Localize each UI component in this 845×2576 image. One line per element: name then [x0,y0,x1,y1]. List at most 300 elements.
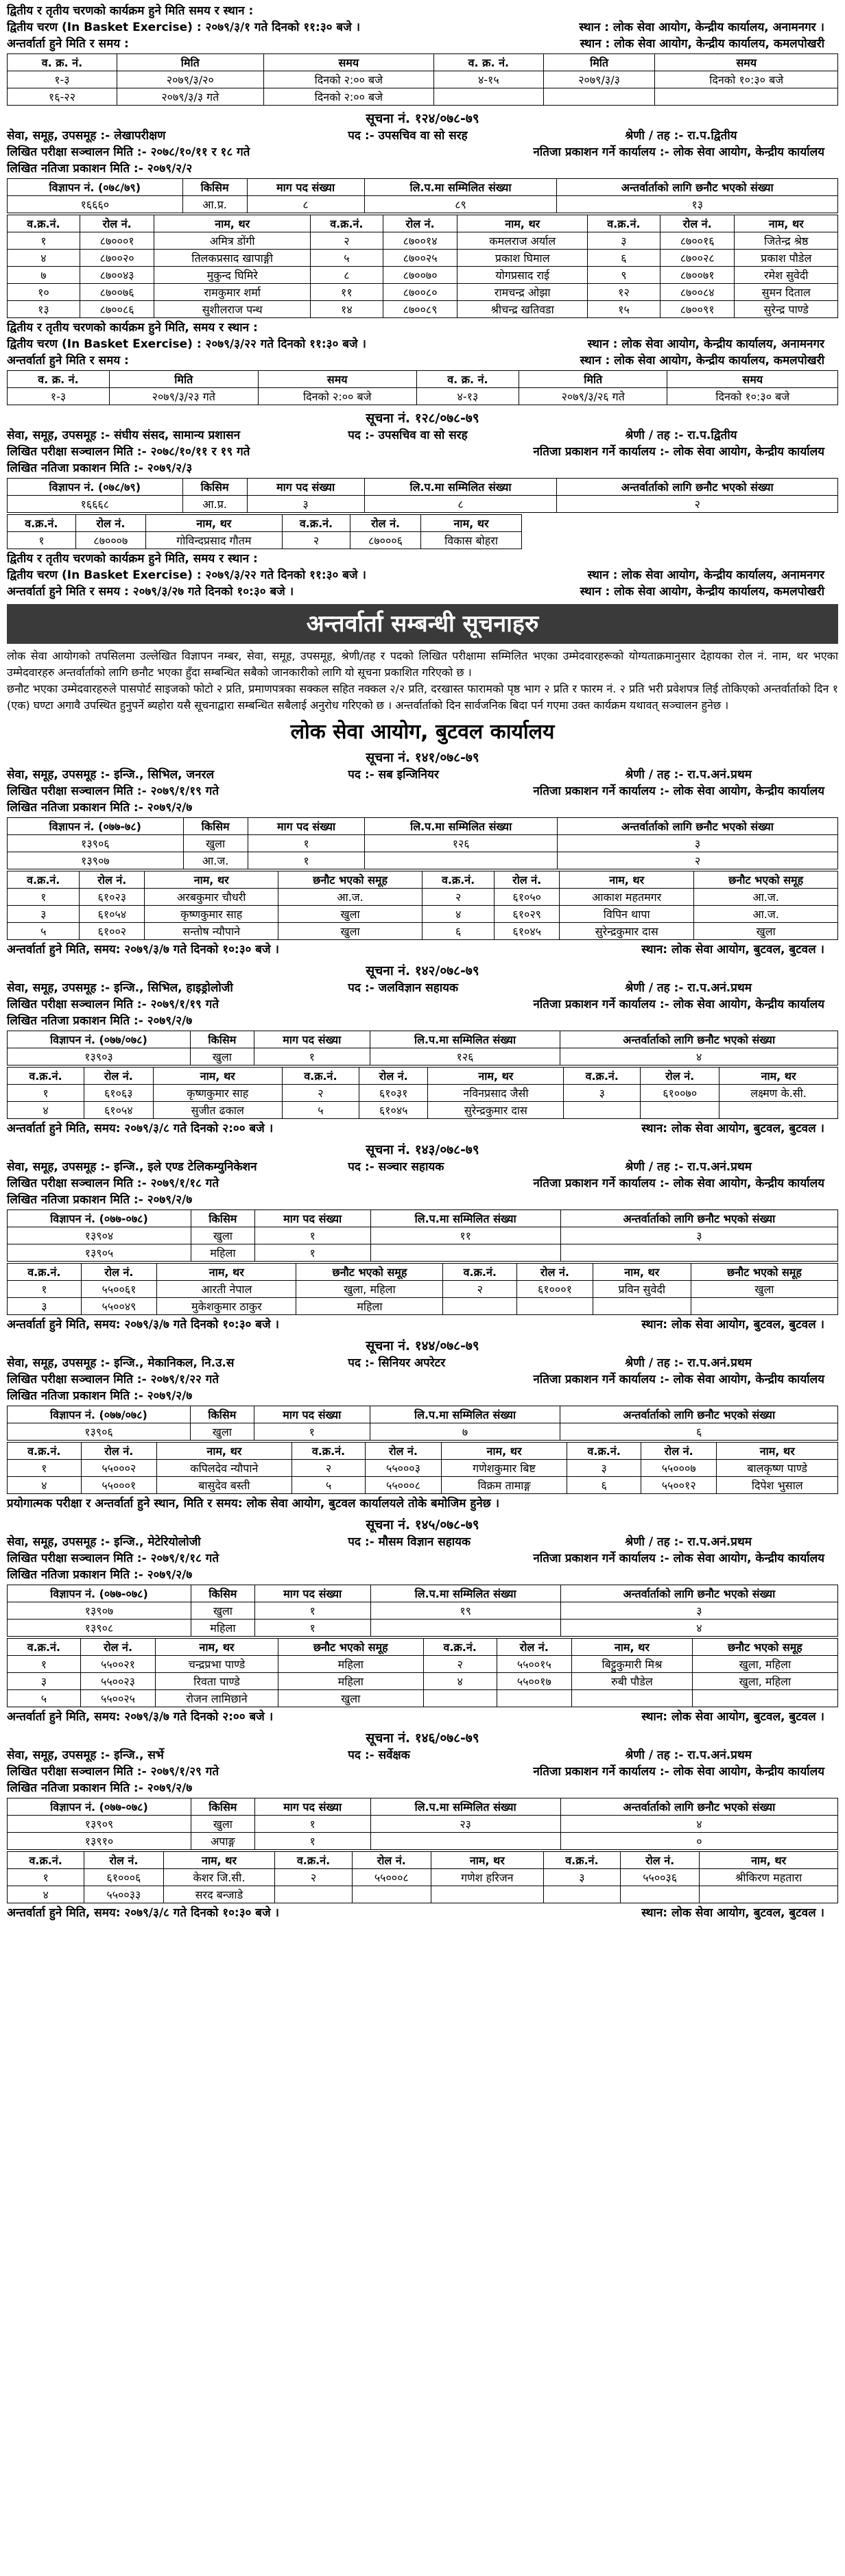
header-cell: लि.प.मा सम्मिलित संख्या [365,818,558,835]
table-cell: खुला [278,923,422,940]
notice-title: सूचना नं. १४५/०७८-७९ [366,1517,479,1532]
exam-line [7,1764,838,1780]
table-cell: ५५०००२ [81,1460,156,1477]
table-cell: ३ [8,1673,81,1690]
header-cell: छनौट भएको समूह [694,871,838,889]
table-cell: ६१०३१ [359,1085,428,1102]
notice-sewa: सेवा, समूह, उपसमूह :- इन्जि., इले एण्ड टेलिकम्युनिकेशन [7,1160,257,1174]
table-cell: ८७००१६ [660,232,735,250]
notice-pad: पद :- जलविज्ञान सहायक [348,981,459,995]
table-cell: ४ [422,906,494,923]
header-cell: व.क्र.नं. [564,1068,641,1085]
table-cell: १ [254,1602,370,1620]
candidate-table [7,1263,838,1315]
notice-title: सूचना नं. १४३/०७८-७९ [366,1142,479,1157]
top-line-3-place: स्थान : लोक सेवा आयोग, केन्द्रीय कार्यालय, कमलपोखरी [580,37,824,51]
header-cell: रोल नं. [80,1639,156,1656]
table-header-row [8,1639,838,1656]
header-cell: रोल नं. [641,1068,719,1085]
table-cell: २ [282,1085,359,1102]
table-header-row [8,215,838,232]
header-cell: लि.प.मा सम्मिलित संख्या [364,479,557,496]
table-cell: खुला [191,1602,254,1620]
header-cell: लि.प.मा सम्मिलित संख्या [370,1031,560,1048]
header-cell: किसिम [191,1798,254,1816]
table-cell: रुबी पौडेल [572,1673,693,1690]
table-cell: विपिन थापा [560,906,694,923]
result-date: लिखित नतिजा प्रकाशन मिति :- २०७९/२/२ [7,162,193,176]
result-office: नतिजा प्रकाशन गर्ने कार्यालय :- लोक सेवा आयोग, केन्द्रीय कार्यालय [533,1373,824,1386]
table-cell: खुला [694,923,838,940]
notice-shreni: श्रेणी / तह :- रा.प.द्वितीय [625,129,737,143]
interview-datetime: अन्तर्वार्ता हुने मिति, समय: २०७९/३/८ गते दिनको १०:३० बजे । [7,1906,279,1920]
header-cell: नाम, थर [593,1264,691,1281]
result-date: लिखित नतिजा प्रकाशन मिति :- २०७९/२/७ [7,801,193,815]
notice-title-row [7,1355,838,1371]
top-line-1: द्वितीय र तृतीय चरणको कार्यक्रम हुने मिति समय र स्थान : [7,4,254,18]
notice-title-row [7,767,838,783]
header-cell: नाम, थर [700,1852,838,1869]
result-office: नतिजा प्रकाशन गर्ने कार्यालय :- लोक सेवा आयोग, केन्द्रीय कार्यालय [533,445,824,459]
table-cell: ६१००२ [80,923,145,940]
table-cell: ४-१३ [416,388,519,405]
table-cell: १२६ [365,835,558,852]
table-cell: श्रीकिरण महतारा [700,1869,838,1886]
header-cell: लि.प.मा सम्मिलित संख्या [370,1210,560,1227]
interview-datetime: अन्तर्वार्ता हुने मिति, समय: २०७९/३/७ गते दिनको १०:३० बजे । [7,943,279,956]
header-cell: रोल नं. [495,871,560,889]
result-date: लिखित नतिजा प्रकाशन मिति :- २०७९/२/७ [7,1781,193,1795]
table-cell: सुमन दिताल [735,284,838,301]
table-row [8,923,838,940]
interview-notices-banner: अन्तर्वार्ता सम्बन्धी सूचनाहरु [7,604,838,644]
header-cell: व.क्र.नं. [8,215,80,232]
notice-title-row [7,980,838,996]
table-cell: ४ [8,1886,84,1903]
table-cell: गोविन्दप्रसाद गौतम [146,532,283,549]
result-date: लिखित नतिजा प्रकाशन मिति :- २०७९/२/७ [7,1389,193,1403]
header-cell: नाम, थर [153,1068,282,1085]
exam-line [7,1371,838,1388]
result-line [7,1567,838,1583]
table-cell: ८७००२८ [660,250,735,267]
table-cell: ३ [560,1602,837,1620]
table-row [8,250,838,267]
table-cell: रमेश सुवेदी [735,267,838,284]
stage-line-2-place: स्थान : लोक सेवा आयोग, केन्द्रीय कार्यालय, अनामनगर [587,568,824,582]
candidate-table [7,215,838,318]
table-cell: सरद बन्जाडे [163,1886,275,1903]
table-cell: १४ [310,301,383,318]
table-cell: तिलकप्रसाद खापाङ्गी [154,250,311,267]
candidate-table [7,1442,838,1494]
table-cell: ३ [567,1460,641,1477]
table-cell: १३९०७ [8,852,184,869]
header-cell: अन्तर्वार्ताको लागि छनौट भएको संख्या [557,818,837,835]
header-cell: अन्तर्वार्ताको लागि छनौट भएको संख्या [560,1210,837,1227]
table-cell: दिनको १०:३० बजे [667,388,838,405]
header-cell: रोल नं. [75,515,145,532]
table-cell [560,1244,837,1262]
table-cell: अपाङ्ग [191,1833,254,1850]
header-cell: समय [258,371,416,388]
table-row [8,1816,838,1833]
exam-line [7,1175,838,1192]
vacancy-table [7,1406,838,1441]
table-cell [433,88,543,106]
header-cell: छनौट भएको समूह [692,1639,837,1656]
table-cell: ११ [370,1227,560,1244]
table-cell: २०७९/३/२३ गते [110,388,259,405]
header-cell: रोल नं. [359,1068,428,1085]
notice-sewa: सेवा, समूह, उपसमूह :- इन्जि., मेटेरियोलोजी [7,1535,201,1549]
header-cell: व.क्र.नं. [275,1852,352,1869]
interview-datetime: अन्तर्वार्ता हुने मिति, समय: २०७९/३/८ गते दिनको २:०० बजे । [7,1122,274,1135]
interview-place: स्थान: लोक सेवा आयोग, बुटवल, बुटवल । [641,1906,824,1920]
exam-date: लिखित परीक्षा सञ्चालन मिति :- २०७९/१/१८ गते [7,1552,219,1565]
top-line-2-place: स्थान : लोक सेवा आयोग, केन्द्रीय कार्यालय, अनामनगर । [579,21,824,34]
table-header-row [8,1443,838,1460]
candidate-table [7,1851,838,1903]
header-cell: अन्तर्वार्ताको लागि छनौट भएको संख्या [560,1031,838,1048]
table-cell: खुला [190,1048,254,1066]
notice-title-row [7,1747,838,1764]
header-cell: नाम, थर [457,215,588,232]
header-cell: व.क्र.नं. [8,1639,81,1656]
table-cell: ८७००७६ [80,284,154,301]
vacancy-table [7,1209,838,1262]
table-cell: १६६६० [8,196,183,213]
table-cell: खुला [278,1690,423,1707]
interview-place: स्थान: लोक सेवा आयोग, बुटवल, बुटवल । [641,1710,824,1724]
table-cell: १३९०५ [8,1244,191,1262]
table-header-row [8,479,838,496]
header-cell: नाम, थर [735,215,838,232]
table-cell [275,1886,352,1903]
result-line [7,799,838,816]
table-cell: ८ [310,267,383,284]
table-cell: १५ [588,301,660,318]
top-line-2: द्वितीय चरण (In Basket Exercise) : २०७९/३/१ गते दिनको ११:३० बजे । [7,21,361,34]
table-cell: आकाश महतमगर [560,889,694,906]
table-cell [365,852,558,869]
notice-shreni: श्रेणी / तह :- रा.प.अनं.प्रथम [625,981,752,995]
table-cell: १३९०८ [8,1620,191,1637]
table-cell: ६१०४५ [495,923,560,940]
table-row [8,284,838,301]
result-office: नतिजा प्रकाशन गर्ने कार्यालय :- लोक सेवा आयोग, केन्द्रीय कार्यालय [533,1177,824,1190]
table-cell: १६-२२ [8,88,117,106]
notice-sewa: सेवा, समूह, उपसमूह :- इन्जि., मेकानिकल, नि.उ.स [7,1356,235,1370]
table-cell: दिपेश भुसाल [717,1477,838,1494]
table-cell: ६१०५४ [80,906,145,923]
notice-145 [7,1516,838,1725]
table-cell [621,1886,700,1903]
table-cell: ५५००१७ [497,1673,572,1690]
table-row [8,196,838,213]
table-cell: जितेन्द्र श्रेष्ठ [735,232,838,250]
exam-line [7,783,838,799]
table-header-row [8,1068,838,1085]
table-cell: १ [8,1869,84,1886]
candidate-table [7,1067,838,1119]
table-row [8,1460,838,1477]
table-row [8,532,522,549]
butwal-office-heading: लोक सेवा आयोग, बुटवल कार्यालय [290,720,555,744]
table-cell: ५५०००७ [641,1460,716,1477]
table-cell: नविनप्रसाद जैसी [428,1085,564,1102]
notice-title: सूचना नं. १२४/०७८-७९ [366,111,479,126]
notice-shreni: श्रेणी / तह :- रा.प.द्वितीय [625,429,737,442]
notice-shreni: श्रेणी / तह :- रा.प.अनं.प्रथम [625,1535,752,1549]
notice-shreni: श्रेणी / तह :- रा.प.अनं.प्रथम [625,1748,752,1762]
result-office: नतिजा प्रकाशन गर्ने कार्यालय :- लोक सेवा आयोग, केन्द्रीय कार्यालय [533,1765,824,1779]
table-cell: १ [8,1656,81,1673]
interview-line [7,1120,838,1137]
table-cell: मुकुन्द घिमिरे [154,267,311,284]
table-cell: ४ [8,250,80,267]
table-cell: ८७००९१ [660,301,735,318]
table-header-row [8,179,838,196]
table-cell: ६ [422,923,494,940]
result-date: लिखित नतिजा प्रकाशन मिति :- २०७९/२/३ [7,461,193,475]
table-cell: १६६६८ [8,496,183,513]
intro-paragraph: लोक सेवा आयोगको तपसिलमा उल्लेखित विज्ञापन नम्बर, सेवा, समूह, उपसमूह, श्रेणी/तह र पदको लिखित परीक्षामा सम्मिलित भएका उम्मेदवारहरूको योग्यताक्रमानुसार देहायका रोल नं. नाम, थर भएका उम्मेदवारहरु अन्तर्वार्ताको लागि छनौट भएका हुँदा सम्बन्धित सबैको जानकारीको लागि यो सूचना प्रकाशित गरिएको छ । [7,649,838,679]
table-cell: ५ [8,1690,81,1707]
table-cell: खुला [190,1423,254,1441]
stage-line-3-place: स्थान : लोक सेवा आयोग, केन्द्रीय कार्यालय, कमलपोखरी [580,585,824,599]
table-cell: ५५००४९ [81,1298,157,1315]
table-cell: ८७०००६ [350,532,420,549]
notice-pad: पद :- सर्वेक्षक [348,1748,410,1762]
table-cell: लक्ष्मण के.सी. [719,1085,838,1102]
table-header-row [8,1585,838,1602]
table-cell: ५५०००८ [366,1477,441,1494]
header-cell: माग पद संख्या [254,1210,370,1227]
table-cell: आ.प्र. [182,196,247,213]
header-cell: रोल नं. [350,515,420,532]
header-cell: व.क्र.नं. [567,1443,641,1460]
header-cell: व.क्र.नं. [282,515,350,532]
table-cell: ८७००२० [80,250,154,267]
header-cell: छनौट भएको समूह [691,1264,837,1281]
table-cell: महिला [278,1673,423,1690]
notice-title: सूचना नं. १४४/०७८-७९ [366,1338,479,1353]
table-cell: अमित्र डोंगी [154,232,311,250]
table-cell: ० [560,1833,837,1850]
table-row [8,1869,838,1886]
table-cell: १ [254,1048,370,1066]
table-cell: खुला, महिला [692,1673,837,1690]
table-cell: ३ [8,1298,82,1315]
candidate-table [7,1638,838,1707]
table-cell [641,1102,719,1119]
table-cell: २ [557,496,838,513]
table-cell: ५५०००१ [81,1477,156,1494]
table-cell [370,1244,560,1262]
table-cell [517,1298,593,1315]
table-cell: ५ [291,1477,366,1494]
table-header-row [8,1852,838,1869]
table-cell: १३ [557,196,838,213]
header-cell: छनौट भएको समूह [296,1264,443,1281]
exam-date: लिखित परीक्षा सञ्चालन मिति :- २०७९/१/१९ गते [7,998,219,1011]
header-cell: छनौट भएको समूह [278,1639,423,1656]
result-date: लिखित नतिजा प्रकाशन मिति :- २०७९/२/७ [7,1193,193,1207]
table-cell: ३ [557,835,837,852]
result-office: नतिजा प्रकाशन गर्ने कार्यालय :- लोक सेवा आयोग, केन्द्रीय कार्यालय [533,145,824,159]
header-cell: किसिम [183,818,248,835]
notice-sewa: सेवा, समूह, उपसमूह :- इन्जि., सिभिल, हाइड्रोलोजी [7,981,233,995]
header-cell: माग पद संख्या [254,1031,370,1048]
table-cell: ४ [560,1620,837,1637]
table-cell: केशर जि.सी. [163,1869,275,1886]
table-cell [564,1102,641,1119]
table-row [8,1833,838,1850]
header-cell: किसिम [191,1585,254,1602]
header-cell: नाम, थर [431,1852,543,1869]
header-cell: लि.प.मा सम्मिलित संख्या [370,1585,560,1602]
table-cell: २०७९/३/२० [117,71,263,88]
table-cell: श्रीचन्द्र खतिवडा [457,301,588,318]
notice-pad: पद :- सब इन्जिनियर [348,768,439,782]
header-cell: नाम, थर [154,215,311,232]
table-cell: २०७९/३/२६ गते [519,388,667,405]
vacancy-table [7,178,838,213]
table-cell: महिला [191,1620,254,1637]
header-cell: व.क्र.नं. [291,1443,366,1460]
header-cell: विज्ञापन नं. (०७७-०७८) [8,1210,191,1227]
header-cell: नाम, थर [420,515,522,532]
table-cell: कृष्णकुमार साह [145,906,278,923]
header-cell: समय [667,371,838,388]
table-cell: रामकुमार शर्मा [154,284,311,301]
result-line [7,1192,838,1208]
table-cell: २ [423,1656,497,1673]
table-cell: ५५००२१ [80,1656,156,1673]
notice-shreni: श्रेणी / तह :- रा.प.अनं.प्रथम [625,768,752,782]
table-cell: १३ [8,301,80,318]
table-cell: चन्द्रप्रभा पाण्डे [156,1656,278,1673]
table-cell: खुला, महिला [296,1281,443,1298]
table-cell: खुला [183,835,248,852]
table-cell: १ [8,532,76,549]
table-row [8,1620,838,1637]
notice-pad: पद :- उपसचिव वा सो सरह [348,129,468,143]
table-cell: २ [422,889,494,906]
table-cell: ३ [8,906,80,923]
table-row [8,1886,838,1903]
notice-sewa: सेवा, समूह, उपसमूह :- संघीय संसद, सामान्य प्रशासन [7,429,241,442]
table-cell: खुला, महिला [692,1656,837,1673]
notice-pad: पद :- उपसचिव वा सो सरह [348,429,468,442]
vacancy-table [7,478,838,513]
header-cell: नाम, थर [146,515,283,532]
table-cell: ५५००६१ [81,1281,157,1298]
notice-146 [7,1729,838,1921]
table-cell [719,1102,838,1119]
table-row [8,1048,838,1066]
table-cell: ८९ [364,196,557,213]
header-cell: विज्ञापन नं. (०७७-७८) [8,818,184,835]
table-cell: ६१००७० [641,1085,719,1102]
table-header-row [8,371,838,388]
header-cell: व.क्र.नं. [8,1068,84,1085]
table-cell: ६१०००१ [517,1281,593,1298]
interview-line [7,1709,838,1725]
table-row [8,71,838,88]
table-cell: ६ [567,1477,641,1494]
header-cell: नाम, थर [156,1443,291,1460]
table-row [8,889,838,906]
table-cell: बालकृष्ण पाण्डे [717,1460,838,1477]
table-cell: ६ [560,1423,838,1441]
table-cell: ८७००२५ [383,250,457,267]
header-cell: व.क्र.नं. [282,1068,359,1085]
result-line [7,1013,838,1029]
table-cell: १ [8,1460,82,1477]
table-cell: बिट्टुकुमारी मिश्र [572,1656,693,1673]
table-cell: ५५००२३ [80,1673,156,1690]
table-cell: ६१०५० [495,889,560,906]
exam-date: लिखित परीक्षा सञ्चालन मिति :- २०७९/१/२९ गते [7,1765,219,1779]
table-cell: ३ [247,496,364,513]
result-office: नतिजा प्रकाशन गर्ने कार्यालय :- लोक सेवा आयोग, केन्द्रीय कार्यालय [533,784,824,798]
vacancy-table [7,1031,838,1066]
stage-line-3: अन्तर्वार्ता हुने मिति र समय : [7,354,129,368]
header-cell: रोल नं. [84,1852,163,1869]
notice-pad: पद :- सिनियर अपरेटर [348,1356,446,1370]
table-cell: गणेश हरिजन [431,1869,543,1886]
table-cell: ३ [564,1085,641,1102]
table-header-row [8,515,522,532]
header-cell: नाम, थर [441,1443,567,1460]
table-row [8,906,838,923]
header-cell: माग पद संख्या [247,479,364,496]
table-cell: ५ [310,250,383,267]
header-cell: व.क्र.नं. [422,871,494,889]
table-cell [352,1886,431,1903]
table-cell: अरबकुमार चौधरी [145,889,278,906]
table-cell [370,1620,560,1637]
interview-line [7,1495,838,1512]
header-cell: विज्ञापन नं. (०७७-०७८) [8,1585,191,1602]
table-row [8,388,838,405]
header-cell: व.क्र.नं. [588,215,660,232]
table-cell: ८७००७० [383,267,457,284]
result-office: नतिजा प्रकाशन गर्ने कार्यालय :- लोक सेवा आयोग, केन्द्रीय कार्यालय [533,1552,824,1565]
table-cell: ४-१५ [433,71,543,88]
table-cell: विकास बोहरा [420,532,522,549]
table-header-row [8,1210,838,1227]
table-cell: ७ [370,1423,560,1441]
table-cell: १ [248,852,365,869]
table-cell: १२६ [370,1048,560,1066]
table-cell: आ.ज. [694,906,838,923]
interview-datetime: प्रयोगात्मक परीक्षा र अन्तर्वार्ता हुने स्थान, मिति र समय: लोक सेवा आयोग, बुटवल कार्यालयले तोके बमोजिम हुनेछ । [7,1497,500,1510]
top-line-3: अन्तर्वार्ता हुने मिति र समय : [7,37,129,51]
notice-sewa: सेवा, समूह, उपसमूह :- लेखापरीक्षण [7,129,166,143]
table-header-row [8,871,838,889]
table-cell: ५ [8,923,80,940]
header-cell: विज्ञापन नं. (०७७-०७८) [8,1798,191,1816]
header-cell: मिति [110,371,259,388]
result-date: लिखित नतिजा प्रकाशन मिति :- २०७९/२/७ [7,1568,193,1582]
notice-142 [7,962,838,1137]
interview-datetime: अन्तर्वार्ता हुने मिति, समय: २०७९/३/७ गते दिनको १०:३० बजे । [7,1318,279,1332]
table-cell: १२ [588,284,660,301]
table-cell: २ [282,532,350,549]
